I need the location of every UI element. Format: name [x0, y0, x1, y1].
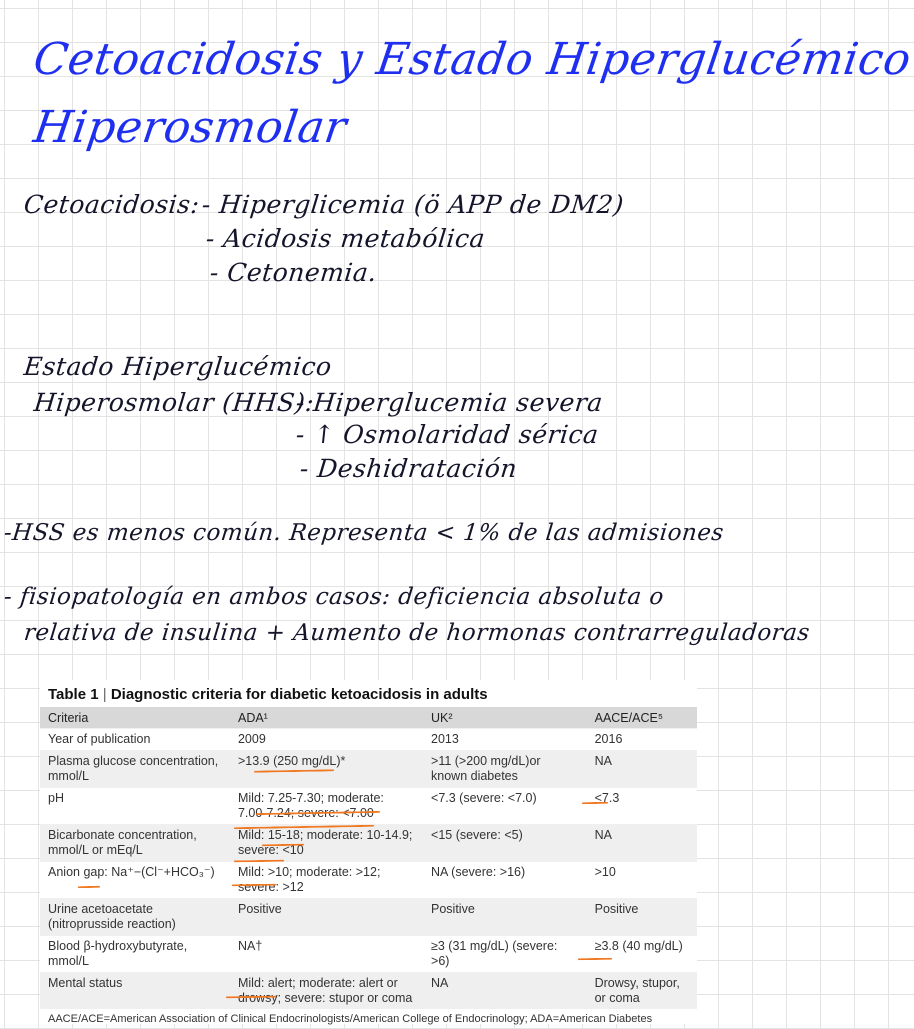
cell-criteria: Year of publication [40, 729, 230, 751]
pathophysiology-note-line1: - fisiopatología en ambos casos: deficiencia absoluta o [2, 584, 666, 610]
cell-uk: ≥3 (31 mg/dL) (severe: >6) [423, 936, 587, 973]
page-title-line1: Cetoacidosis y Estado Hiperglucémico [30, 34, 914, 85]
pathophysiology-note-line2: relativa de insulina + Aumento de hormonas contrarreguladoras [22, 620, 812, 646]
cell-aace: Drowsy, stupor, or coma [587, 973, 697, 1010]
cell-aace: ≥3.8 (40 mg/dL) [587, 936, 697, 973]
table-header-row [40, 707, 697, 729]
cell-aace: NA [587, 825, 697, 862]
header-uk: UK² [423, 707, 587, 729]
cell-criteria: Urine acetoacetate (nitroprusside reaction) [40, 899, 230, 936]
header-aace: AACE/ACE⁵ [587, 707, 697, 729]
cell-aace: <7.3 [587, 788, 697, 825]
cell-ada: NA† [230, 936, 423, 973]
hhs-label-line1: Estado Hiperglucémico [22, 352, 334, 381]
dka-item-hyperglycemia: - Hiperglicemia (ö APP de DM2) [200, 190, 626, 219]
cell-uk: NA [423, 973, 587, 1010]
table-title-number: Table 1 [48, 686, 99, 703]
cell-uk: NA (severe: >16) [423, 862, 587, 899]
hhs-item-hyperglycemia: - Hiperglucemia severa [294, 388, 605, 417]
dka-item-acidosis: - Acidosis metabólica [204, 224, 487, 253]
header-criteria: Criteria [40, 707, 230, 729]
dka-item-ketonemia: - Cetonemia. [208, 258, 379, 287]
cell-uk: Positive [423, 899, 587, 936]
cell-uk: 2013 [423, 729, 587, 751]
cell-ada: Mild: alert; moderate: alert or drowsy; severe: stupor or coma [230, 973, 423, 1010]
cell-aace: NA [587, 751, 697, 788]
table-row [40, 751, 697, 788]
table-row [40, 899, 697, 936]
cell-criteria: Bicarbonate concentration, mmol/L or mEq/L [40, 825, 230, 862]
cell-aace: Positive [587, 899, 697, 936]
cell-ada: >13.9 (250 mg/dL)* [230, 751, 423, 788]
hss-note: -HSS es menos común. Representa < 1% de las admisiones [2, 520, 726, 546]
cell-criteria: pH [40, 788, 230, 825]
cell-criteria: Blood β-hydroxybutyrate, mmol/L [40, 936, 230, 973]
cell-criteria: Anion gap: Na⁺−(Cl⁻+HCO₃⁻) [40, 862, 230, 899]
cell-ada: Mild: 15-18; moderate: 10-14.9; severe: <10 [230, 825, 423, 862]
page-title-line2: Hiperosmolar [30, 102, 350, 153]
table-row [40, 788, 697, 825]
hhs-label-line2: Hiperosmolar (HHS): [32, 388, 316, 417]
table-row [40, 936, 697, 973]
cell-aace: >10 [587, 862, 697, 899]
cell-uk: <7.3 (severe: <7.0) [423, 788, 587, 825]
dka-label: Cetoacidosis: [22, 190, 202, 219]
cell-uk: <15 (severe: <5) [423, 825, 587, 862]
cell-criteria: Plasma glucose concentration, mmol/L [40, 751, 230, 788]
cell-ada: Mild: >10; moderate: >12; severe: >12 [230, 862, 423, 899]
table-title-text: Diagnostic criteria for diabetic ketoacidosis in adults [110, 686, 488, 703]
cell-ada: Positive [230, 899, 423, 936]
criteria-table-grid [40, 707, 697, 1009]
table-row [40, 825, 697, 862]
table-row [40, 973, 697, 1010]
dka-criteria-table [40, 680, 697, 1024]
cell-ada: 2009 [230, 729, 423, 751]
table-row [40, 862, 697, 899]
hhs-item-dehydration: - Deshidratación [298, 454, 519, 483]
cell-uk: >11 (>200 mg/dL)or known diabetes [423, 751, 587, 788]
cell-aace: 2016 [587, 729, 697, 751]
hhs-item-osmolarity: - ↑ Osmolaridad sérica [294, 420, 601, 449]
table-title [40, 680, 697, 707]
table-row [40, 729, 697, 751]
cell-ada: Mild: 7.25-7.30; moderate: 7.00-7.24; severe: <7.00 [230, 788, 423, 825]
header-ada: ADA¹ [230, 707, 423, 729]
cell-criteria: Mental status [40, 973, 230, 1010]
table-footnote: AACE/ACE=American Association of Clinical Endocrinologists/American College of Endocrinology; ADA=American Diabetes [48, 1013, 653, 1025]
table-title-separator: | [98, 686, 111, 703]
highlight-anion-gap [78, 886, 100, 888]
